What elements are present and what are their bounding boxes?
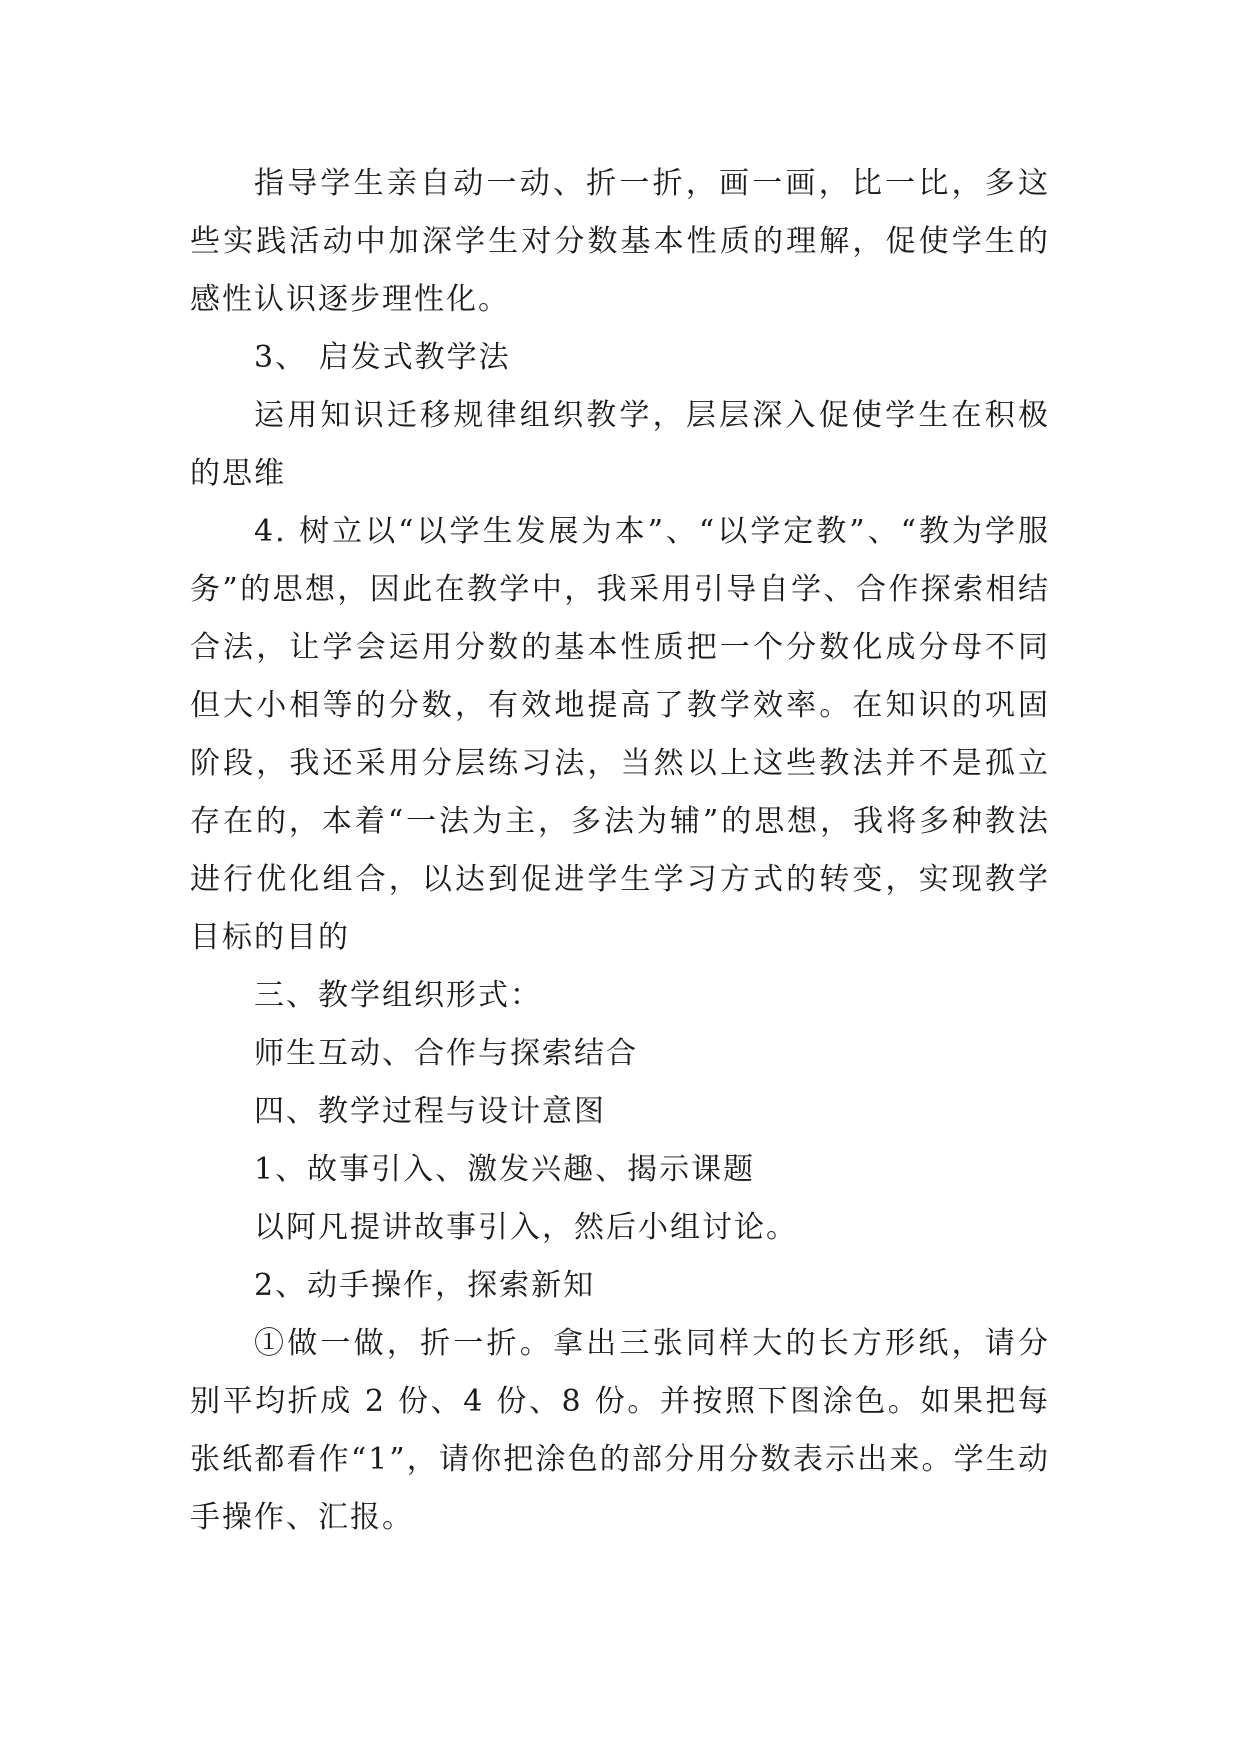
heading-organization-form: 三、教学组织形式： <box>254 978 542 1013</box>
paragraph-story-intro: 以阿凡提讲故事引入，然后小组讨论。 <box>254 1210 798 1245</box>
heading-story-intro: 1、故事引入、激发兴趣、揭示课题 <box>254 1152 756 1187</box>
heading-heuristic-method: 3、 启发式教学法 <box>254 340 511 375</box>
paragraph-folding-activity: ①做一做，折一折。拿出三张同样大的长方形纸，请分别平均折成 2 份、4 份、8 份。并按照下图涂色。如果把每张纸都看作“1”，请你把涂色的部分用分数表示出来。学生动手操作、汇报。 <box>190 1326 1050 1535</box>
document-body <box>190 155 1050 1547</box>
paragraph-student-centered: 4. 树立以“以学生发展为本”、“以学定教”、“教为学服务”的思想，因此在教学中，我采用引导自学、合作探索相结合法，让学会运用分数的基本性质把一个分数化成分母不同但大小相等的分数，有效地提高了教学效率。在知识的巩固阶段，我还采用分层练习法，当然以上这些教法并不是孤立存在的，本着“一法为主，多法为辅”的思想，我将多种教法进行优化组合，以达到促进学生学习方式的转变，实现教学目标的目的 <box>190 514 1050 955</box>
paragraph-knowledge-transfer: 运用知识迁移规律组织教学，层层深入促使学生在积极的思维 <box>190 398 1050 491</box>
paragraph-hands-on-practice: 指导学生亲自动一动、折一折，画一画，比一比，多这些实践活动中加深学生对分数基本性质的理解，促使学生的感性认识逐步理性化。 <box>190 166 1050 317</box>
heading-teaching-process: 四、教学过程与设计意图 <box>254 1094 606 1129</box>
paragraph-organization-form: 师生互动、合作与探索结合 <box>254 1036 638 1071</box>
heading-hands-on-exploration: 2、动手操作，探索新知 <box>254 1268 596 1303</box>
